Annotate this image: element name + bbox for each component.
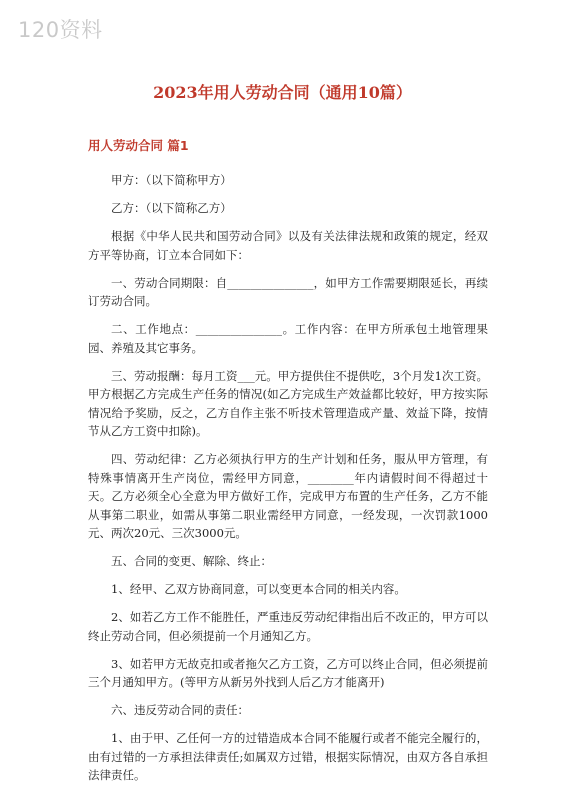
paragraph: 一、劳动合同期限：自_______________，如甲方工作需要期限延长，再续订劳动合同。 [88,275,488,308]
watermark: 120资料 [18,18,103,42]
paragraph: 2、如若乙方工作不能胜任，严重违反劳动纪律指出后不改正的，甲方可以终止劳动合同，但必须提前一个月通知乙方。 [88,610,488,643]
paragraph: 三、劳动报酬：每月工资___元。甲方提供住不提供吃，3个月发1次工资。甲方根据乙方完成生产任务的情况(如乙方完成生产效益都比较好，甲方按实际情况给予奖励，反之，乙方自作主张不听技术管理造成产量、效益下降，按情节从乙方工资中扣除)。 [88,368,488,438]
paragraph: 二、工作地点：_______________。工作内容：在甲方所承包土地管理果园、养殖及其它事务。 [88,322,488,355]
paragraph: 1、由于甲、乙任何一方的过错造成本合同不能履行或者不能完全履行的，由有过错的一方承担法律责任;如属双方过错，根据实际情况，由双方各自承担法律责任。 [88,731,488,782]
paragraph: 六、违反劳动合同的责任： [111,703,249,717]
paragraph: 五、合同的变更、解除、终止： [111,554,272,568]
paragraph: 1、经甲、乙双方协商同意，可以变更本合同的相关内容。 [111,582,406,596]
paragraph: 根据《中华人民共和国劳动合同》以及有关法律法规和政策的规定，经双方平等协商，订立本合同如下： [88,229,488,262]
paragraph: 四、劳动纪律：乙方必须执行甲方的生产计划和任务，服从甲方管理，有特殊事情离开生产岗位，需经甲方同意，________年内请假时间不得超过十天。乙方必须全心全意为甲方做好工作，完成甲方布置的生产任务，乙方不能从事第二职业，如需从事第二职业需经甲方同意，一经发现，一次罚款1000元、两次20元、三次3000元。 [88,452,488,540]
document-title: 2023年用人劳动合同（通用10篇） [153,83,412,102]
contract-body [88,171,488,794]
paragraph: 甲方：（以下简称甲方） [111,173,232,187]
paragraph: 乙方：（以下简称乙方） [111,201,232,215]
section-heading: 用人劳动合同 篇1 [88,138,189,153]
paragraph: 3、如若甲方无故克扣或者拖欠乙方工资，乙方可以终止合同，但必须提前三个月通知甲方。(等甲方从新另外找到人后乙方才能离开) [88,656,488,689]
